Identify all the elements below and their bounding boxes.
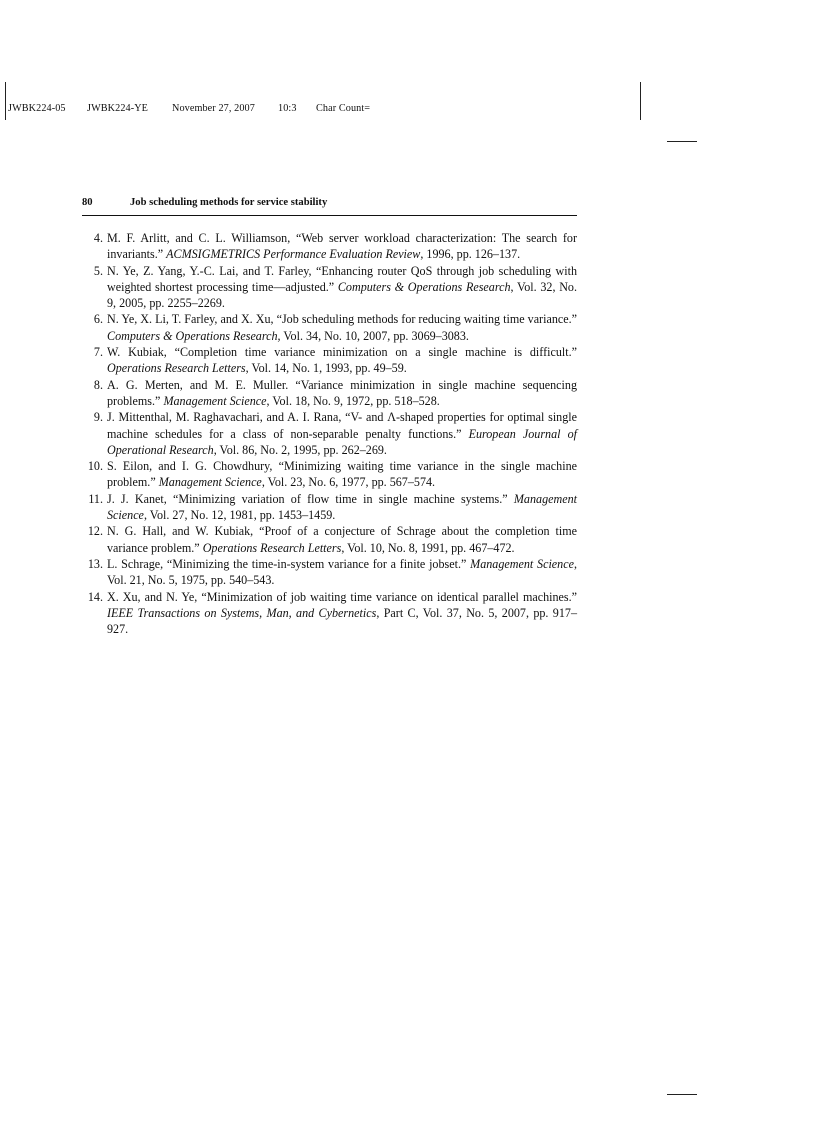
- reference-journal: Management Science: [163, 393, 267, 408]
- reference-authors-title: N. Ye, Z. Yang, Y.-C. Lai, and T. Farley, “Enhancing router QoS through job scheduling with weighted shortest processing time—adjusted.”: [107, 263, 577, 294]
- reference-item: [82, 230, 577, 263]
- reference-authors-title: J. J. Kanet, “Minimizing variation of flow time in single machine systems.”: [107, 491, 514, 506]
- reference-number: 14.: [87, 589, 103, 604]
- reference-item: [82, 458, 577, 491]
- print-slug: [8, 103, 370, 114]
- reference-journal: European Journal of Operational Research: [107, 426, 577, 457]
- reference-authors-title: X. Xu, and N. Ye, “Minimization of job waiting time variance on identical parallel machines.”: [107, 589, 577, 604]
- reference-number: 13.: [87, 556, 103, 571]
- reference-item: [82, 589, 577, 638]
- reference-number: 12.: [87, 524, 103, 539]
- reference-authors-title: W. Kubiak, “Completion time variance minimization on a single machine is difficult.”: [107, 345, 577, 360]
- reference-authors-title: N. Ye, X. Li, T. Farley, and X. Xu, “Job scheduling methods for reducing waiting time variance.”: [107, 312, 577, 327]
- crop-mark-left: [5, 82, 6, 120]
- reference-number: 11.: [88, 491, 103, 506]
- reference-journal: IEEE Transactions on Systems, Man, and Cybernetics: [107, 605, 377, 620]
- reference-authors-title: M. F. Arlitt, and C. L. Williamson, “Web server workload characterization: The search for invariants.”: [107, 231, 577, 262]
- reference-authors-title: S. Eilon, and I. G. Chowdhury, “Minimizing waiting time variance in the single machine problem.”: [107, 459, 577, 490]
- reference-details: , Vol. 32, No. 9, 2005, pp. 2255–2269.: [107, 279, 578, 311]
- reference-number: 4.: [93, 231, 103, 245]
- reference-authors-title: L. Schrage, “Minimizing the time-in-system variance for a finite jobset.”: [107, 556, 471, 571]
- reference-item: [82, 556, 577, 589]
- running-head: [82, 197, 577, 208]
- reference-details: , Vol. 10, No. 8, 1991, pp. 467–472.: [341, 540, 515, 555]
- crop-mark-right: [640, 82, 641, 120]
- reference-number: 5.: [93, 263, 103, 278]
- page-number: 80: [82, 197, 93, 208]
- reference-details: , 1996, pp. 126–137.: [420, 247, 521, 262]
- reference-number: 10.: [87, 459, 103, 474]
- reference-authors-title: J. Mittenthal, M. Raghavachari, and A. I. Rana, “V- and Λ-shaped properties for optimal single machine schedules for a class of non-separable penalty functions.”: [107, 410, 577, 441]
- reference-item: [82, 263, 577, 312]
- slug-time: 10:3: [278, 103, 297, 114]
- reference-details: , Vol. 23, No. 6, 1977, pp. 567–574.: [261, 475, 436, 490]
- header-rule: [82, 215, 577, 216]
- reference-journal: Computers & Operations Research,: [107, 328, 281, 343]
- reference-details: , Vol. 27, No. 12, 1981, pp. 1453–1459.: [143, 508, 336, 523]
- reference-journal: Management Science: [158, 475, 262, 490]
- reference-journal: Management Science: [470, 556, 574, 571]
- reference-journal: Operations Research Letters: [107, 361, 246, 376]
- reference-details: , Vol. 14, No. 1, 1993, pp. 49–59.: [245, 361, 407, 376]
- reference-number: 7.: [93, 345, 103, 360]
- reference-list: [82, 230, 577, 637]
- reference-details: , Vol. 86, No. 2, 1995, pp. 262–269.: [213, 442, 387, 457]
- reference-item: [82, 344, 577, 377]
- reference-item: [82, 377, 577, 410]
- reference-journal: Management Science: [107, 491, 577, 523]
- reference-authors-title: N. G. Hall, and W. Kubiak, “Proof of a conjecture of Schrage about the completion time variance problem.”: [107, 524, 577, 555]
- trim-mark-bottom: [667, 1094, 697, 1095]
- reference-details: , Part C, Vol. 37, No. 5, 2007, pp. 917–927.: [107, 605, 577, 637]
- reference-details: Vol. 34, No. 10, 2007, pp. 3069–3083.: [280, 328, 469, 343]
- trim-mark-top: [667, 141, 697, 142]
- reference-journal: Computers & Operations Research: [337, 279, 511, 294]
- chapter-title: Job scheduling methods for service stability: [130, 197, 328, 208]
- reference-details: , Vol. 21, No. 5, 1975, pp. 540–543.: [107, 556, 577, 588]
- slug-date: November 27, 2007: [172, 103, 255, 114]
- reference-number: 6.: [93, 312, 103, 327]
- reference-item: [82, 409, 577, 458]
- reference-details: , Vol. 18, No. 9, 1972, pp. 518–528.: [266, 393, 440, 408]
- reference-journal: Operations Research Letters: [202, 540, 342, 555]
- reference-number: 9.: [93, 410, 103, 425]
- reference-item: [82, 523, 577, 556]
- reference-authors-title: A. G. Merten, and M. E. Muller. “Variance minimization in single machine sequencing problems.”: [107, 377, 577, 408]
- slug-char-count: Char Count=: [316, 103, 371, 114]
- reference-item: [82, 491, 577, 524]
- reference-item: [82, 311, 577, 344]
- slug-code-2: JWBK224-YE: [87, 103, 148, 114]
- slug-code-1: JWBK224-05: [8, 103, 66, 114]
- reference-number: 8.: [93, 377, 103, 392]
- reference-journal: ACMSIGMETRICS Performance Evaluation Review: [166, 247, 421, 262]
